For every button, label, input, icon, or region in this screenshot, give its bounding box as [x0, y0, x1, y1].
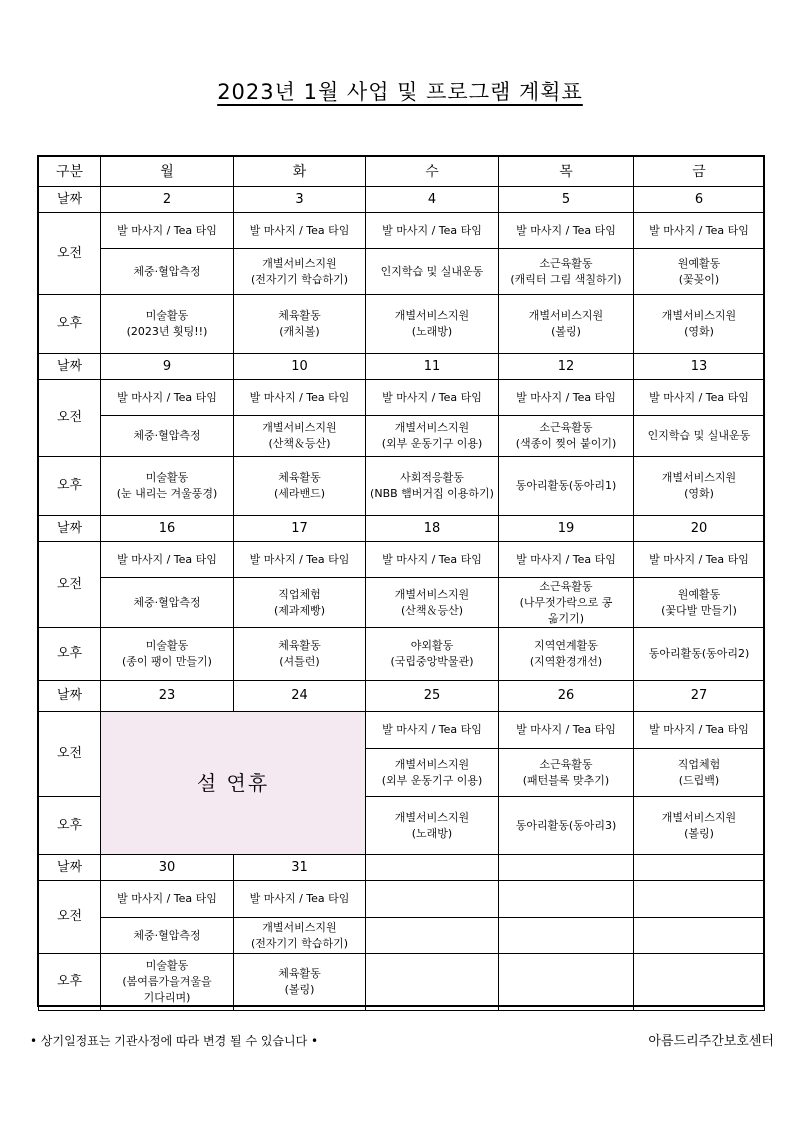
date-row: [39, 516, 765, 542]
date-label: 날짜: [39, 354, 101, 380]
date-cell: [499, 855, 634, 881]
am-activity-cell: 발 마사지 / Tea 타임: [101, 380, 234, 416]
am-activity-cell: 발 마사지 / Tea 타임: [634, 213, 765, 249]
date-cell: 10: [234, 354, 366, 380]
am-row: [39, 213, 765, 249]
date-cell: 12: [499, 354, 634, 380]
date-row: [39, 681, 765, 712]
empty-cell: [634, 954, 765, 1011]
pm-program-cell: 사회적응활동 (NBB 햄버거집 이용하기): [366, 457, 499, 516]
header-mon: 월: [101, 157, 234, 187]
pm-label: 오후: [39, 295, 101, 354]
date-label: 날짜: [39, 187, 101, 213]
date-cell: 27: [634, 681, 765, 712]
am-program-cell: 소근육활동 (패턴블록 맞추기): [499, 749, 634, 797]
pm-program-cell: 개별서비스지원 (볼링): [499, 295, 634, 354]
am-activity-cell: 발 마사지 / Tea 타임: [234, 542, 366, 578]
pm-row: [39, 628, 765, 681]
am-activity-cell: 발 마사지 / Tea 타임: [499, 542, 634, 578]
date-row: [39, 187, 765, 213]
pm-program-cell: 개별서비스지원 (노래방): [366, 295, 499, 354]
date-cell: 19: [499, 516, 634, 542]
am-row: [39, 380, 765, 416]
am-program-cell: 개별서비스지원 (산책＆등산): [234, 416, 366, 457]
footer-note: • 상기일정표는 기관사정에 따라 변경 될 수 있습니다 •: [30, 1034, 319, 1048]
am-activity-cell: 발 마사지 / Tea 타임: [366, 380, 499, 416]
empty-cell: [634, 918, 765, 954]
date-cell: 30: [101, 855, 234, 881]
date-cell: 17: [234, 516, 366, 542]
am-program-cell: 직업체험 (제과제빵): [234, 578, 366, 628]
date-cell: 9: [101, 354, 234, 380]
date-label: 날짜: [39, 681, 101, 712]
pm-program-cell: 동아리활동(동아리3): [499, 797, 634, 855]
date-cell: 24: [234, 681, 366, 712]
empty-cell: [366, 954, 499, 1011]
pm-program-cell: 미술활동 (2023년 횟팅!!): [101, 295, 234, 354]
am-program-cell: 원예활동 (꽃다발 만들기): [634, 578, 765, 628]
am-program-cell: 인지학습 및 실내운동: [366, 249, 499, 295]
header-tue: 화: [234, 157, 366, 187]
am-label: 오전: [39, 213, 101, 295]
am-row-2: [39, 416, 765, 457]
am-program-cell: 개별서비스지원 (외부 운동기구 이용): [366, 416, 499, 457]
date-cell: 18: [366, 516, 499, 542]
am-row: [39, 542, 765, 578]
am-program-cell: 인지학습 및 실내운동: [634, 416, 765, 457]
date-cell: 2: [101, 187, 234, 213]
am-activity-cell: 발 마사지 / Tea 타임: [234, 881, 366, 918]
pm-program-cell: 체육활동 (세라밴드): [234, 457, 366, 516]
pm-program-cell: 미술활동 (봄여름가을겨울을 기다리며): [101, 954, 234, 1011]
am-activity-cell: 발 마사지 / Tea 타임: [366, 712, 499, 749]
date-cell: 6: [634, 187, 765, 213]
am-activity-cell: 발 마사지 / Tea 타임: [101, 213, 234, 249]
empty-cell: [366, 881, 499, 918]
am-program-cell: 체중·혈압측정: [101, 578, 234, 628]
date-cell: 5: [499, 187, 634, 213]
am-row: [39, 712, 765, 749]
date-cell: 13: [634, 354, 765, 380]
am-program-cell: 소근육활동 (색종이 찢어 붙이기): [499, 416, 634, 457]
pm-label: 오후: [39, 457, 101, 516]
pm-program-cell: 개별서비스지원 (영화): [634, 295, 765, 354]
am-program-cell: 원예활동 (꽃꽂이): [634, 249, 765, 295]
pm-row: [39, 954, 765, 1011]
date-cell: 20: [634, 516, 765, 542]
header-category: 구분: [39, 157, 101, 187]
date-cell: 23: [101, 681, 234, 712]
date-cell: 11: [366, 354, 499, 380]
header-wed: 수: [366, 157, 499, 187]
am-program-cell: 개별서비스지원 (전자기기 학습하기): [234, 249, 366, 295]
pm-row: [39, 295, 765, 354]
am-activity-cell: 발 마사지 / Tea 타임: [101, 881, 234, 918]
am-row-2: [39, 578, 765, 628]
pm-program-cell: 개별서비스지원 (볼링): [634, 797, 765, 855]
date-cell: [366, 855, 499, 881]
header-thu: 목: [499, 157, 634, 187]
empty-cell: [499, 954, 634, 1011]
date-cell: 25: [366, 681, 499, 712]
am-activity-cell: 발 마사지 / Tea 타임: [366, 542, 499, 578]
am-program-cell: 소근육활동 (캐릭터 그림 색칠하기): [499, 249, 634, 295]
am-row-2: [39, 918, 765, 954]
pm-program-cell: 체육활동 (셔틀런): [234, 628, 366, 681]
pm-program-cell: 동아리활동(동아리1): [499, 457, 634, 516]
am-activity-cell: 발 마사지 / Tea 타임: [234, 380, 366, 416]
header-fri: 금: [634, 157, 765, 187]
pm-label: 오후: [39, 628, 101, 681]
am-label: 오전: [39, 881, 101, 954]
empty-cell: [499, 918, 634, 954]
date-cell: 16: [101, 516, 234, 542]
empty-cell: [499, 881, 634, 918]
am-activity-cell: 발 마사지 / Tea 타임: [634, 542, 765, 578]
am-activity-cell: 발 마사지 / Tea 타임: [634, 380, 765, 416]
am-activity-cell: 발 마사지 / Tea 타임: [634, 712, 765, 749]
pm-row: [39, 457, 765, 516]
pm-program-cell: 개별서비스지원 (영화): [634, 457, 765, 516]
am-program-cell: 개별서비스지원 (산책＆등산): [366, 578, 499, 628]
date-label: 날짜: [39, 516, 101, 542]
pm-program-cell: 미술활동 (눈 내리는 겨울풍경): [101, 457, 234, 516]
page-title: 2023년 1월 사업 및 프로그램 계획표: [217, 80, 583, 104]
pm-program-cell: 동아리활동(동아리2): [634, 628, 765, 681]
am-program-cell: 체중·혈압측정: [101, 918, 234, 954]
pm-program-cell: 체육활동 (볼링): [234, 954, 366, 1011]
empty-cell: [366, 918, 499, 954]
am-activity-cell: 발 마사지 / Tea 타임: [499, 213, 634, 249]
schedule-table: [38, 156, 765, 1011]
pm-program-cell: 야외활동 (국립중앙박물관): [366, 628, 499, 681]
date-row: [39, 855, 765, 881]
pm-program-cell: 체육활동 (캐치볼): [234, 295, 366, 354]
date-cell: 26: [499, 681, 634, 712]
pm-label: 오후: [39, 797, 101, 855]
date-cell: 31: [234, 855, 366, 881]
am-activity-cell: 발 마사지 / Tea 타임: [499, 712, 634, 749]
pm-program-cell: 미술활동 (종이 팽이 만들기): [101, 628, 234, 681]
holiday-cell: 설 연휴: [101, 712, 366, 855]
am-activity-cell: 발 마사지 / Tea 타임: [234, 213, 366, 249]
am-program-cell: 직업체험 (드립백): [634, 749, 765, 797]
date-cell: 4: [366, 187, 499, 213]
date-cell: 3: [234, 187, 366, 213]
am-program-cell: 개별서비스지원 (외부 운동기구 이용): [366, 749, 499, 797]
am-row-2: [39, 249, 765, 295]
date-label: 날짜: [39, 855, 101, 881]
am-program-cell: 체중·혈압측정: [101, 249, 234, 295]
pm-program-cell: 지역연계활동 (지역환경개선): [499, 628, 634, 681]
header-row: [39, 157, 765, 187]
am-program-cell: 체중·혈압측정: [101, 416, 234, 457]
am-activity-cell: 발 마사지 / Tea 타임: [101, 542, 234, 578]
empty-cell: [634, 881, 765, 918]
am-program-cell: 소근육활동 (나무젓가락으로 콩 옮기기): [499, 578, 634, 628]
footer-organization: 아름드리주간보호센터: [648, 1034, 774, 1049]
pm-program-cell: 개별서비스지원 (노래방): [366, 797, 499, 855]
am-label: 오전: [39, 380, 101, 457]
am-activity-cell: 발 마사지 / Tea 타임: [499, 380, 634, 416]
am-program-cell: 개별서비스지원 (전자기기 학습하기): [234, 918, 366, 954]
am-label: 오전: [39, 712, 101, 797]
date-row: [39, 354, 765, 380]
am-row: [39, 881, 765, 918]
am-label: 오전: [39, 542, 101, 628]
pm-label: 오후: [39, 954, 101, 1011]
date-cell: [634, 855, 765, 881]
am-activity-cell: 발 마사지 / Tea 타임: [366, 213, 499, 249]
